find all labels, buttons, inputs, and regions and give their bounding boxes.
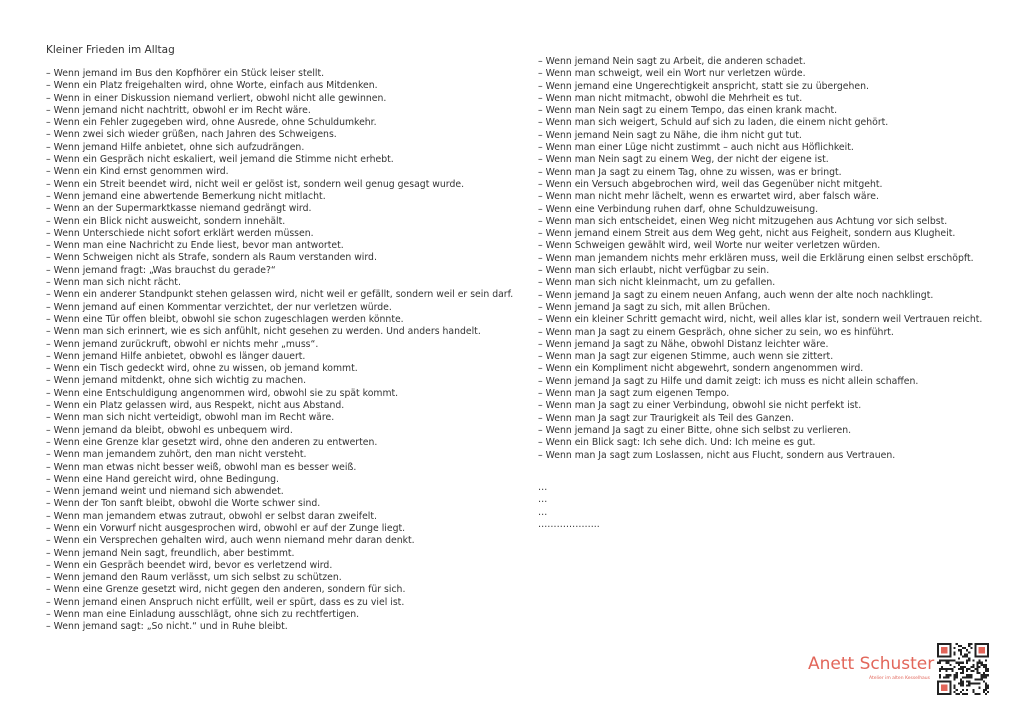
list-item: – Wenn jemand eine Ungerechtigkeit anspricht, statt sie zu übergehen. (538, 80, 869, 92)
list-item: – Wenn eine Verbindung ruhen darf, ohne Schuldzuweisung. (538, 203, 819, 215)
list-item: – Wenn man Nein sagt zu einem Weg, der nicht der eigene ist. (538, 154, 829, 166)
list-item: – Wenn man Ja sagt zu einem Tag, ohne zu wissen, was er bringt. (538, 166, 842, 178)
list-item: – Wenn jemand mitdenkt, ohne sich wichtig zu machen. (46, 375, 307, 387)
list-item: – Wenn man sich entscheidet, einen Weg nicht mitzugehen aus Achtung vor sich selbst. (538, 215, 948, 227)
list-item: – Wenn ein Vorwurf nicht ausgesprochen wird, obwohl er auf der Zunge liegt. (46, 522, 406, 534)
list-item: – Wenn ein Tisch gedeckt wird, ohne zu wissen, ob jemand kommt. (46, 363, 358, 375)
list-item: – Wenn man sich nicht verteidigt, obwohl man im Recht wäre. (46, 412, 335, 424)
list-item: – Wenn ein Kompliment nicht abgewehrt, sondern angenommen wird. (538, 363, 864, 375)
qr-code-icon (937, 643, 989, 695)
list-item: – Wenn man Nein sagt zu einem Tempo, das einen krank macht. (538, 105, 838, 117)
list-item: – Wenn man sich weigert, Schuld auf sich zu laden, die einem nicht gehört. (538, 117, 889, 129)
list-item: – Wenn zwei sich wieder grüßen, nach Jahren des Schweigens. (46, 129, 337, 141)
list-item: – Wenn ein Gespräch beendet wird, bevor es verletzend wird. (46, 559, 333, 571)
ellipsis-item: … (538, 482, 548, 493)
list-item: – Wenn jemand da bleibt, obwohl es unbequem wird. (46, 424, 293, 436)
list-item: – Wenn jemand Ja sagt zu einer Bitte, ohne sich selbst zu verlieren. (538, 424, 852, 436)
list-item: – Wenn jemand Nein sagt zu Nähe, die ihm nicht gut tut. (538, 129, 802, 141)
page-title: Kleiner Frieden im Alltag (46, 44, 175, 56)
list-item: – Wenn jemand nicht nachtritt, obwohl er im Recht wäre. (46, 104, 311, 116)
list-item: – Wenn jemand sagt: „So nicht.“ und in Ruhe bleibt. (46, 621, 288, 633)
list-item: – Wenn man eine Nachricht zu Ende liest, bevor man antwortet. (46, 240, 344, 252)
list-item: – Wenn jemand Ja sagt zu einem neuen Anfang, auch wenn der alte noch nachklingt. (538, 289, 934, 301)
list-item: – Wenn jemand Ja sagt zu Nähe, obwohl Distanz leichter wäre. (538, 338, 829, 350)
list-item: – Wenn man Ja sagt zu einer Verbindung, obwohl sie nicht perfekt ist. (538, 400, 862, 412)
list-item: – Wenn jemand Hilfe anbietet, obwohl es länger dauert. (46, 350, 306, 362)
list-item: – Wenn man etwas nicht besser weiß, obwohl man es besser weiß. (46, 461, 357, 473)
list-item: – Wenn ein kleiner Schritt gemacht wird, nicht, weil alles klar ist, sondern weil Vertrauen reicht. (538, 314, 983, 326)
ellipsis-item: … (538, 506, 548, 518)
list-item: – Wenn man sich erlaubt, nicht verfügbar zu sein. (538, 265, 770, 277)
list-item: – Wenn ein Streit beendet wird, nicht weil er gelöst ist, sondern weil genug gesagt wurde. (46, 178, 465, 190)
list-item: – Wenn man Ja sagt zum eigenen Tempo. (538, 388, 730, 400)
ellipsis-item: ……………….. (538, 518, 600, 530)
list-item: – Wenn ein Versprechen gehalten wird, auch wenn niemand mehr daran denkt. (46, 535, 415, 547)
list-item: – Wenn Schweigen nicht als Strafe, sondern als Raum verstanden wird. (46, 252, 377, 264)
list-item: – Wenn ein anderer Standpunkt stehen gelassen wird, nicht weil er gefällt, sondern weil er sein darf. (46, 289, 514, 301)
list-item: – Wenn man eine Einladung ausschlägt, ohne sich zu rechtfertigen. (46, 609, 360, 621)
author-name: Anett Schuster (808, 654, 935, 674)
list-item: – Wenn der Ton sanft bleibt, obwohl die Worte schwer sind. (46, 498, 321, 510)
ellipsis-item: … (538, 494, 548, 506)
list-item: – Wenn jemand auf einen Kommentar verzichtet, der nur verletzen würde. (46, 301, 392, 313)
author-tagline: Atelier im alten Kesselhaus (869, 676, 930, 681)
list-item: – Wenn jemand Hilfe anbietet, ohne sich aufzudrängen. (46, 141, 305, 153)
list-item: – Wenn man schweigt, weil ein Wort nur verletzen würde. (538, 68, 806, 80)
list-item: – Wenn man sich nicht kleinmacht, um zu gefallen. (538, 277, 776, 289)
list-item: – Wenn ein Blick nicht ausweicht, sondern innehält. (46, 215, 286, 227)
list-item: – Wenn jemand fragt: „Was brauchst du gerade?“ (46, 264, 276, 276)
list-item: – Wenn jemand Ja sagt zu sich, mit allen Brüchen. (538, 301, 771, 313)
list-item: – Wenn ein Versuch abgebrochen wird, weil das Gegenüber nicht mitgeht. (538, 178, 883, 190)
list-item: – Wenn ein Fehler zugegeben wird, ohne Ausrede, ohne Schuldumkehr. (46, 117, 377, 129)
list-item: – Wenn man Ja sagt zur eigenen Stimme, auch wenn sie zittert. (538, 351, 834, 363)
list-item: – Wenn eine Grenze gesetzt wird, nicht gegen den anderen, sondern für sich. (46, 584, 406, 596)
list-item: – Wenn jemand im Bus den Kopfhörer ein Stück leiser stellt. (46, 68, 325, 79)
list-item: – Wenn eine Entschuldigung angenommen wird, obwohl sie zu spät kommt. (46, 387, 399, 399)
list-item: – Wenn ein Blick sagt: Ich sehe dich. Und: Ich meine es gut. (538, 437, 816, 449)
list-item: – Wenn man jemandem etwas zutraut, obwohl er selbst daran zweifelt. (46, 510, 377, 522)
ellipsis-list (538, 482, 600, 531)
list-item: – Wenn Schweigen gewählt wird, weil Worte nur weiter verletzen würden. (538, 240, 881, 252)
list-item: – Wenn man jemandem nichts mehr erklären muss, weil die Erklärung einen selbst erschöpft. (538, 252, 974, 264)
list-item: – Wenn jemand Nein sagt zu Arbeit, die anderen schadet. (538, 56, 806, 67)
list-item: – Wenn man nicht mitmacht, obwohl die Mehrheit es tut. (538, 92, 803, 104)
list-item: – Wenn jemand Nein sagt, freundlich, aber bestimmt. (46, 547, 295, 559)
list-item: – Wenn jemand einem Streit aus dem Weg geht, nicht aus Feigheit, sondern aus Klugheit. (538, 228, 956, 240)
list-item: – Wenn eine Hand gereicht wird, ohne Bedingung. (46, 473, 279, 485)
list-item: – Wenn eine Tür offen bleibt, obwohl sie schon zugeschlagen werden könnte. (46, 313, 404, 325)
list-item: – Wenn in einer Diskussion niemand verliert, obwohl nicht alle gewinnen. (46, 92, 387, 104)
list-item: – Wenn jemand einen Anspruch nicht erfüllt, weil er spürt, dass es zu viel ist. (46, 596, 405, 608)
list-item: – Wenn ein Kind ernst genommen wird. (46, 166, 229, 178)
list-item: – Wenn jemand eine abwertende Bemerkung nicht mitlacht. (46, 190, 326, 202)
list-item: – Wenn man Ja sagt zur Traurigkeit als Teil des Ganzen. (538, 412, 794, 424)
list-item: – Wenn ein Platz gelassen wird, aus Respekt, nicht aus Abstand. (46, 400, 345, 412)
list-item: – Wenn man Ja sagt zum Loslassen, nicht aus Flucht, sondern aus Vertrauen. (538, 449, 896, 461)
list-item: – Wenn man einer Lüge nicht zustimmt – auch nicht aus Höflichkeit. (538, 142, 854, 154)
list-item: – Wenn man sich erinnert, wie es sich anfühlt, nicht gesehen zu werden. Und anders handelt. (46, 326, 481, 338)
list-item: – Wenn ein Gespräch nicht eskaliert, weil jemand die Stimme nicht erhebt. (46, 154, 394, 166)
list-item: – Wenn man nicht mehr lächelt, wenn es erwartet wird, aber falsch wäre. (538, 191, 879, 203)
list-item: – Wenn jemand den Raum verlässt, um sich selbst zu schützen. (46, 572, 342, 584)
list-item: – Wenn an der Supermarktkasse niemand gedrängt wird. (46, 203, 312, 215)
list-item: – Wenn Unterschiede nicht sofort erklärt werden müssen. (46, 227, 314, 239)
list-item: – Wenn man jemandem zuhört, den man nicht versteht. (46, 449, 307, 461)
right-column-list (538, 56, 994, 462)
list-item: – Wenn jemand weint und niemand sich abwendet. (46, 486, 284, 498)
list-item: – Wenn eine Grenze klar gesetzt wird, ohne den anderen zu entwerten. (46, 436, 378, 448)
left-column-list (46, 68, 534, 634)
list-item: – Wenn man Ja sagt zu einem Gespräch, ohne sicher zu sein, wo es hinführt. (538, 326, 894, 338)
list-item: – Wenn ein Platz freigehalten wird, ohne Worte, einfach aus Mitdenken. (46, 80, 378, 92)
list-item: – Wenn jemand zurückruft, obwohl er nichts mehr „muss“. (46, 338, 319, 350)
list-item: – Wenn jemand Ja sagt zu Hilfe und damit zeigt: ich muss es nicht allein schaffen. (538, 375, 919, 387)
list-item: – Wenn man sich nicht rächt. (46, 277, 181, 289)
